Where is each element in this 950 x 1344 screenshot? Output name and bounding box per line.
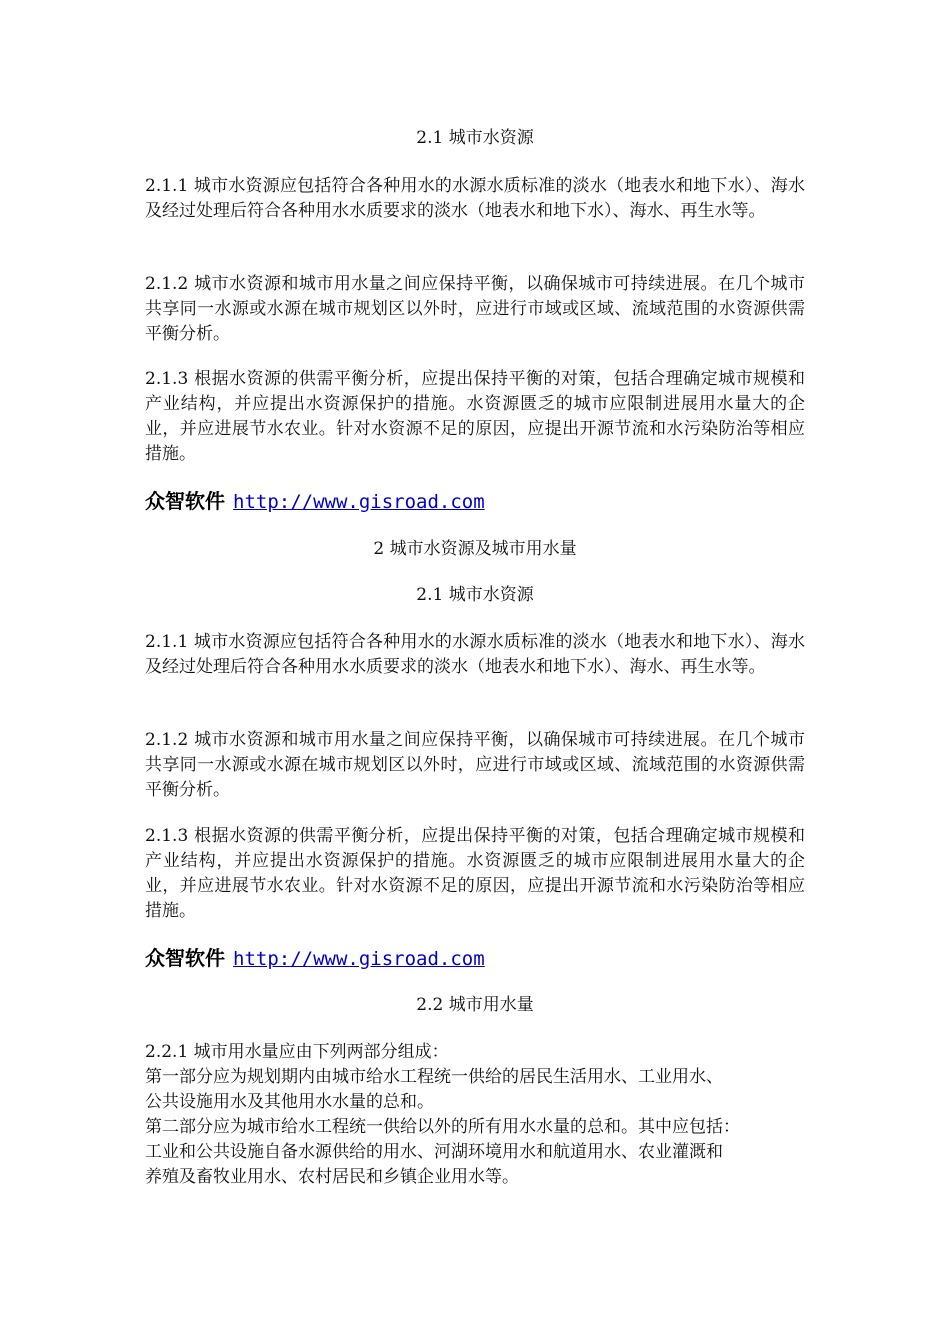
paragraph: 2.1.3 根据水资源的供需平衡分析，应提出保持平衡的对策，包括合理确定城市规模和产业结构，并应提出水资源保护的措施。水资源匮乏的城市应限制进展用水量大的企业，并应进展节水农业。针对水资源不足的原因，应提出开源节流和水污染防治等相应措施。 — [145, 826, 805, 921]
paragraph: 2.1.2 城市水资源和城市用水量之间应保持平衡，以确保城市可持续进展。在几个城市共享同一水源或水源在城市规划区以外时，应进行市域或区域、流域范围的水资源供需平衡分析。 — [145, 730, 805, 800]
chapter-heading: 2 城市水资源及城市用水量 — [373, 539, 577, 559]
paragraph-lines — [145, 1040, 815, 1190]
section-heading: 2.1 城市水资源 — [416, 585, 534, 605]
brand-line — [145, 944, 805, 973]
brand-link[interactable]: http://www.gisroad.com — [233, 491, 485, 513]
brand-name: 众智软件 — [145, 946, 225, 970]
paragraph: 2.1.1 城市水资源应包括符合各种用水的水源水质标准的淡水（地表水和地下水）、海水及经过处理后符合各种用水水质要求的淡水（地表水和地下水）、海水、再生水等。 — [145, 176, 805, 221]
text-line: 养殖及畜牧业用水、农村居民和乡镇企业用水等。 — [145, 1167, 519, 1187]
text-line: 第一部分应为规划期内由城市给水工程统一供给的居民生活用水、工业用水、 — [145, 1067, 723, 1087]
text-line: 工业和公共设施自备水源供给的用水、河湖环境用水和航道用水、农业灌溉和 — [145, 1142, 723, 1162]
text-line: 第二部分应为城市给水工程统一供给以外的所有用水水量的总和。其中应包括： — [145, 1117, 740, 1137]
text-line: 2.2.1 城市用水量应由下列两部分组成： — [145, 1042, 449, 1062]
brand-line — [145, 487, 805, 516]
section-heading: 2.1 城市水资源 — [416, 128, 534, 148]
brand-link[interactable]: http://www.gisroad.com — [233, 948, 485, 970]
paragraph: 2.1.1 城市水资源应包括符合各种用水的水源水质标准的淡水（地表水和地下水）、海水及经过处理后符合各种用水水质要求的淡水（地表水和地下水）、海水、再生水等。 — [145, 632, 805, 677]
brand-name: 众智软件 — [145, 489, 225, 513]
paragraph: 2.1.2 城市水资源和城市用水量之间应保持平衡，以确保城市可持续进展。在几个城市共享同一水源或水源在城市规划区以外时，应进行市域或区域、流域范围的水资源供需平衡分析。 — [145, 274, 805, 344]
section-heading: 2.2 城市用水量 — [416, 995, 534, 1015]
paragraph: 2.1.3 根据水资源的供需平衡分析，应提出保持平衡的对策，包括合理确定城市规模和产业结构，并应提出水资源保护的措施。水资源匮乏的城市应限制进展用水量大的企业，并应进展节水农业。针对水资源不足的原因，应提出开源节流和水污染防治等相应措施。 — [145, 369, 805, 464]
text-line: 公共设施用水及其他用水水量的总和。 — [145, 1092, 434, 1112]
